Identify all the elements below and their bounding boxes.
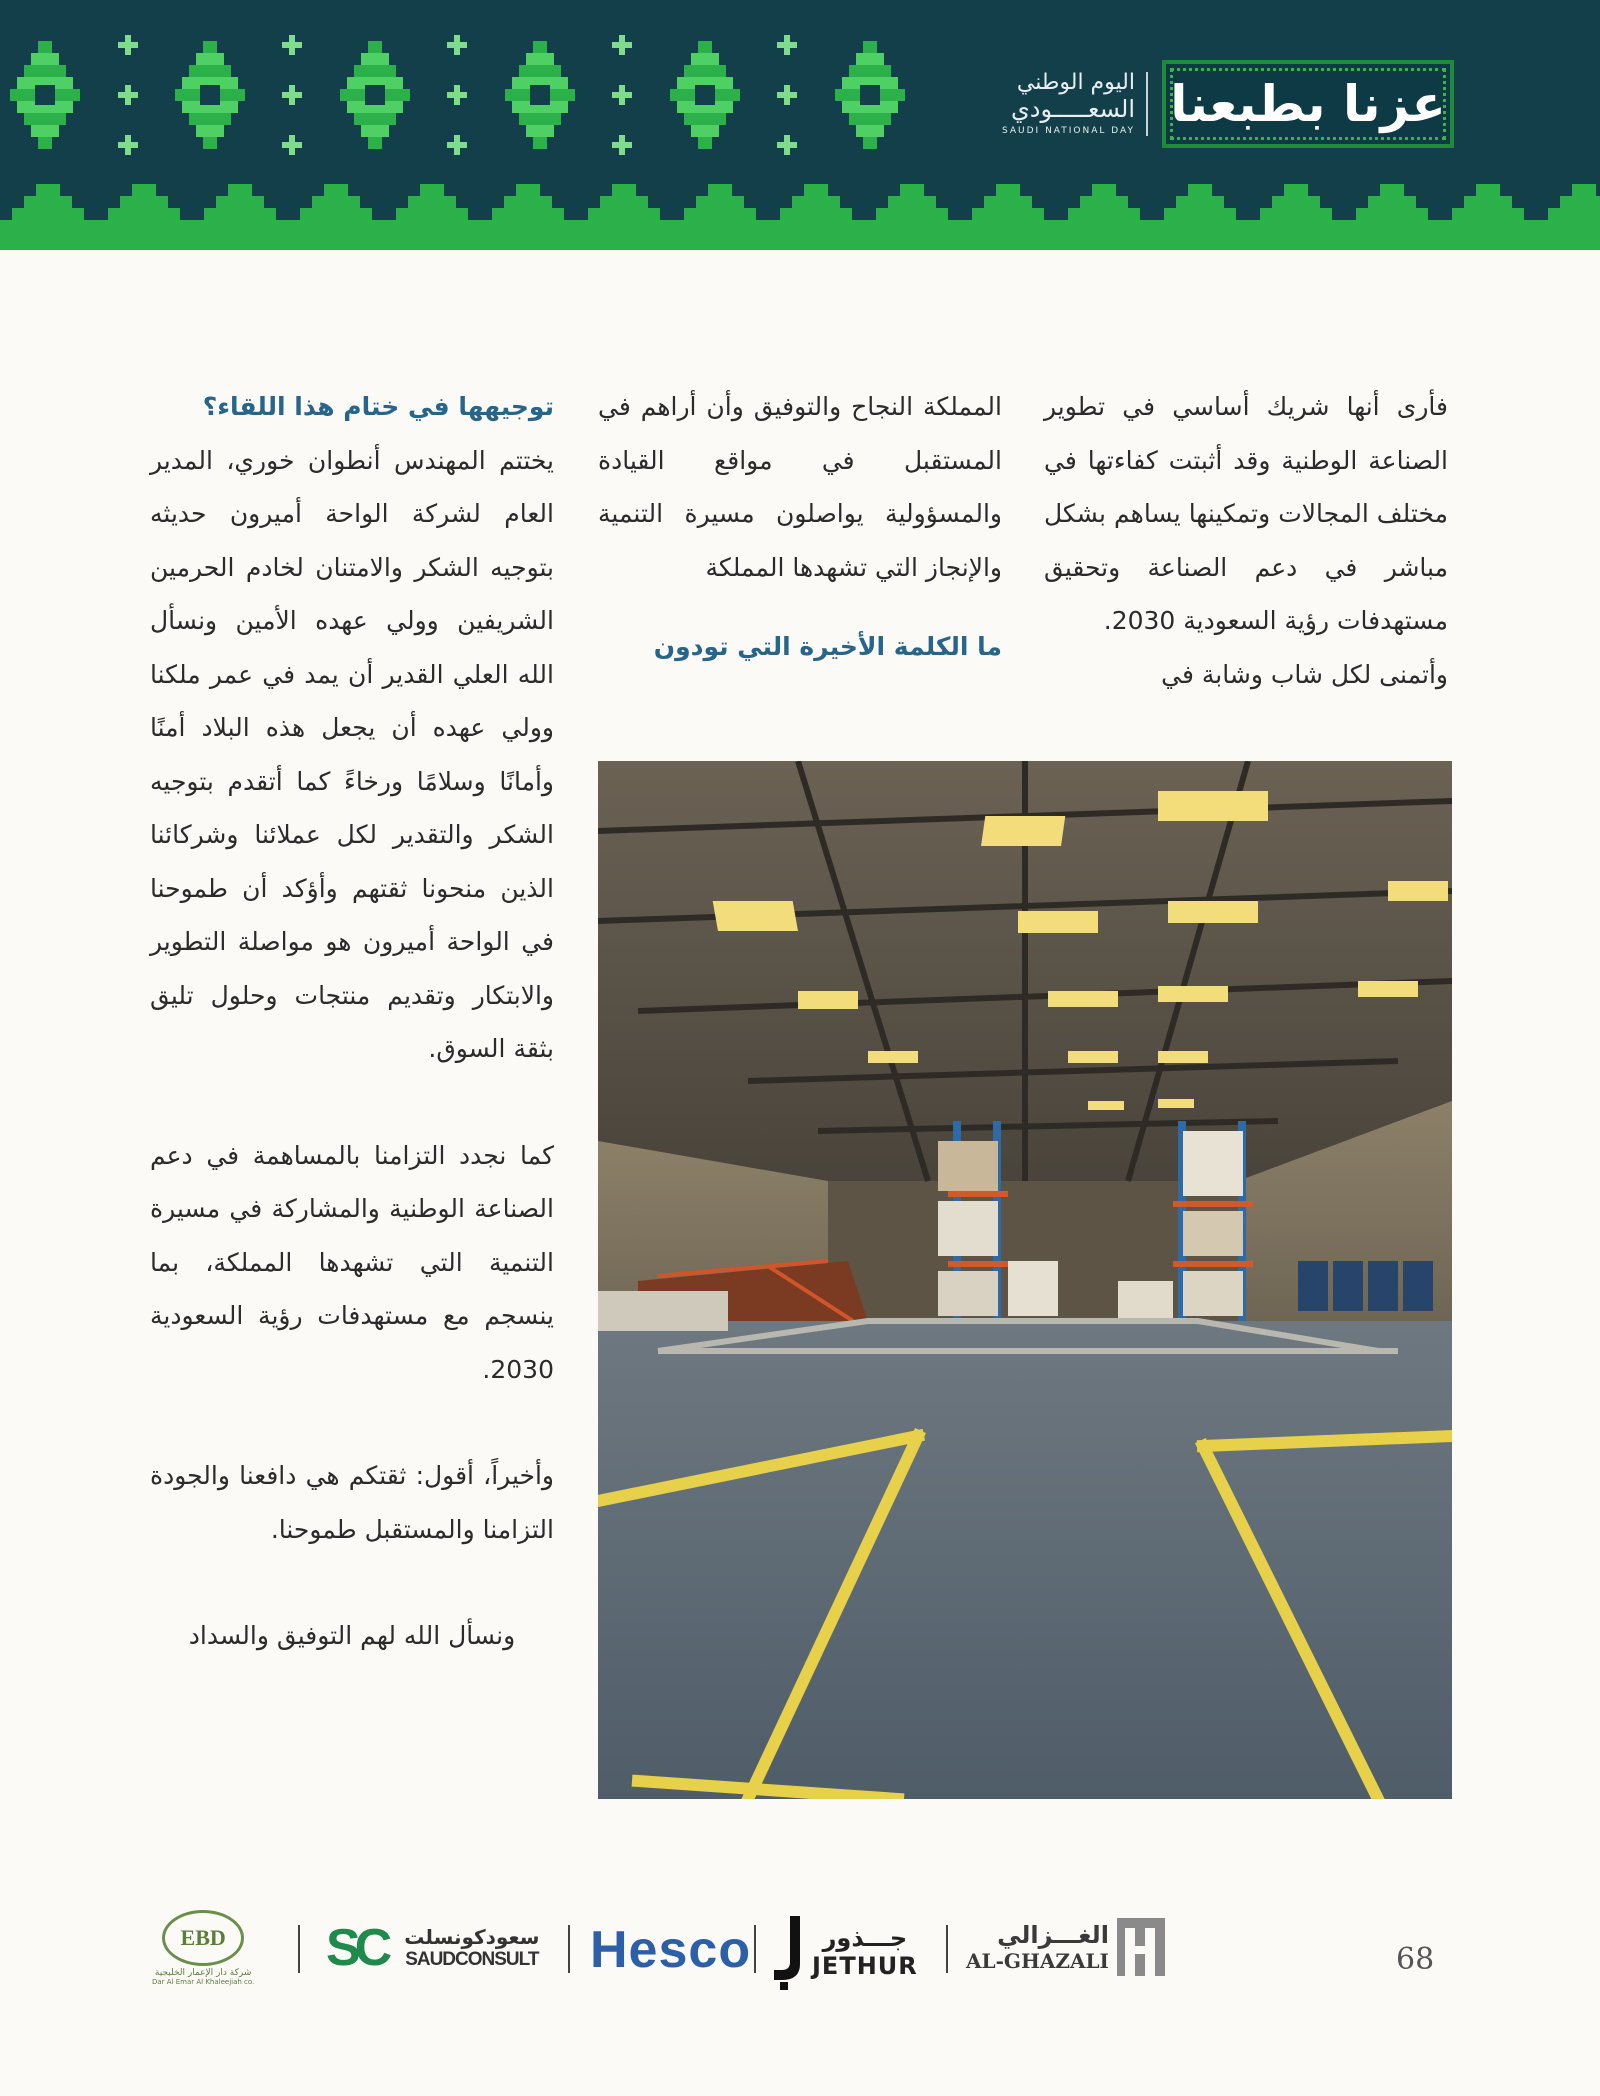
footer-separator [754,1925,756,1973]
slogan-logo [1162,60,1454,148]
question-heading: ما الكلمة الأخيرة التي تودون [653,632,1002,661]
header-divider [1146,72,1148,136]
paragraph: فأرى أنها شريك أساسي في تطوير الصناعة الوطنية وقد أثبتت كفاءتها في مختلف المجالات وتمكينها يساهم بشكل مباشر في دعم الصناعة وتحقيق مستهدفات رؤية السعودية 2030. [1044,392,1448,635]
national-day-en: SAUDI NATIONAL DAY [1002,126,1135,136]
page-number: 68 [1396,1942,1435,1977]
column-left [150,380,554,1663]
paragraph: كما نجدد التزامنا بالمساهمة في دعم الصناعة الوطنية والمشاركة في مسيرة التنمية التي تشهدها المملكة، بما ينسجم مع مستهدفات رؤية السعودية 2030. [150,1140,554,1384]
header-banner [0,0,1600,250]
dar-al-emar-en: Dar Al Emar Al Khaleejiah co. [152,1978,255,1986]
saudconsult-mark: SC [326,1919,387,1977]
sponsor-dar-al-emar [152,1910,254,1986]
saudconsult-ar: سعودكونسلت [404,1925,540,1949]
alghazali-en: AL-GHAZALI [966,1949,1109,1973]
hesco-logo-text: Hesco [590,1921,752,1979]
footer-separator [946,1925,948,1973]
question-heading: توجيهها في ختام هذا اللقاء؟ [202,392,554,421]
alghazali-logo-icon [1117,1918,1165,1976]
sponsor-saudconsult [326,1918,539,1978]
dar-al-emar-ar: شركة دار الإعمار الخليجية [154,1968,252,1978]
warehouse-interior-photo [598,761,1452,1799]
national-day-ar-line2: السعـــــودي [1011,95,1135,123]
closing-line: ونسأل الله لهم التوفيق والسداد [188,1621,516,1650]
sponsor-alghazali [966,1918,1165,1976]
paragraph: وأتمنى لكل شاب وشابة في [1161,659,1448,689]
paragraph: يختتم المهندس أنطوان خوري، المدير العام لشركة الواحة أميرون حديثه بتوجيه الشكر والامتنان لخادم الحرمين الشريفين وولي عهده الأمين ونسأل الله العلي القدير أن يمد في عمر ملكنا وولي عهده أن يجعل هذه البلاد أمنًا وأمانًا وسلامًا ورخاءً كما أتقدم بتوجيه الشكر والتقدير لكل عملائنا وشركائنا الذين منحونا ثقتهم وأؤكد أن طموحنا في الواحة أميرون هو مواصلة التطوير والابتكار وتقديم منتجات وحلول تليق بثقة السوق. [150,445,554,1063]
national-day-ar-line1: اليوم الوطني [1016,70,1135,95]
jethur-en: JETHUR [812,1952,918,1980]
sponsor-jethur [772,1912,918,1992]
column-middle [598,380,1002,674]
jethur-logo-icon [772,1912,802,1992]
saudconsult-en: SAUDCONSULT [405,1949,539,1970]
national-day-mark [985,70,1135,136]
sponsor-hesco [590,1920,751,1980]
slogan-text: عزنا بطبعنا [1170,75,1446,133]
footer-separator [298,1925,300,1973]
column-right [1044,380,1448,701]
alghazali-ar: الغـــزالي [997,1921,1109,1949]
dar-al-emar-mark: EBD [162,1910,244,1966]
paragraph: المملكة النجاح والتوفيق وأن أراهم في المستقبل في مواقع القيادة والمسؤولية يواصلون مسيرة التنمية والإنجاز التي تشهدها المملكة [598,392,1002,582]
jethur-ar: جـــذور [822,1924,908,1952]
paragraph: وأخيراً، أقول: ثقتكم هي دافعنا والجودة التزامنا والمستقبل طموحنا. [150,1461,554,1544]
footer-separator [568,1925,570,1973]
